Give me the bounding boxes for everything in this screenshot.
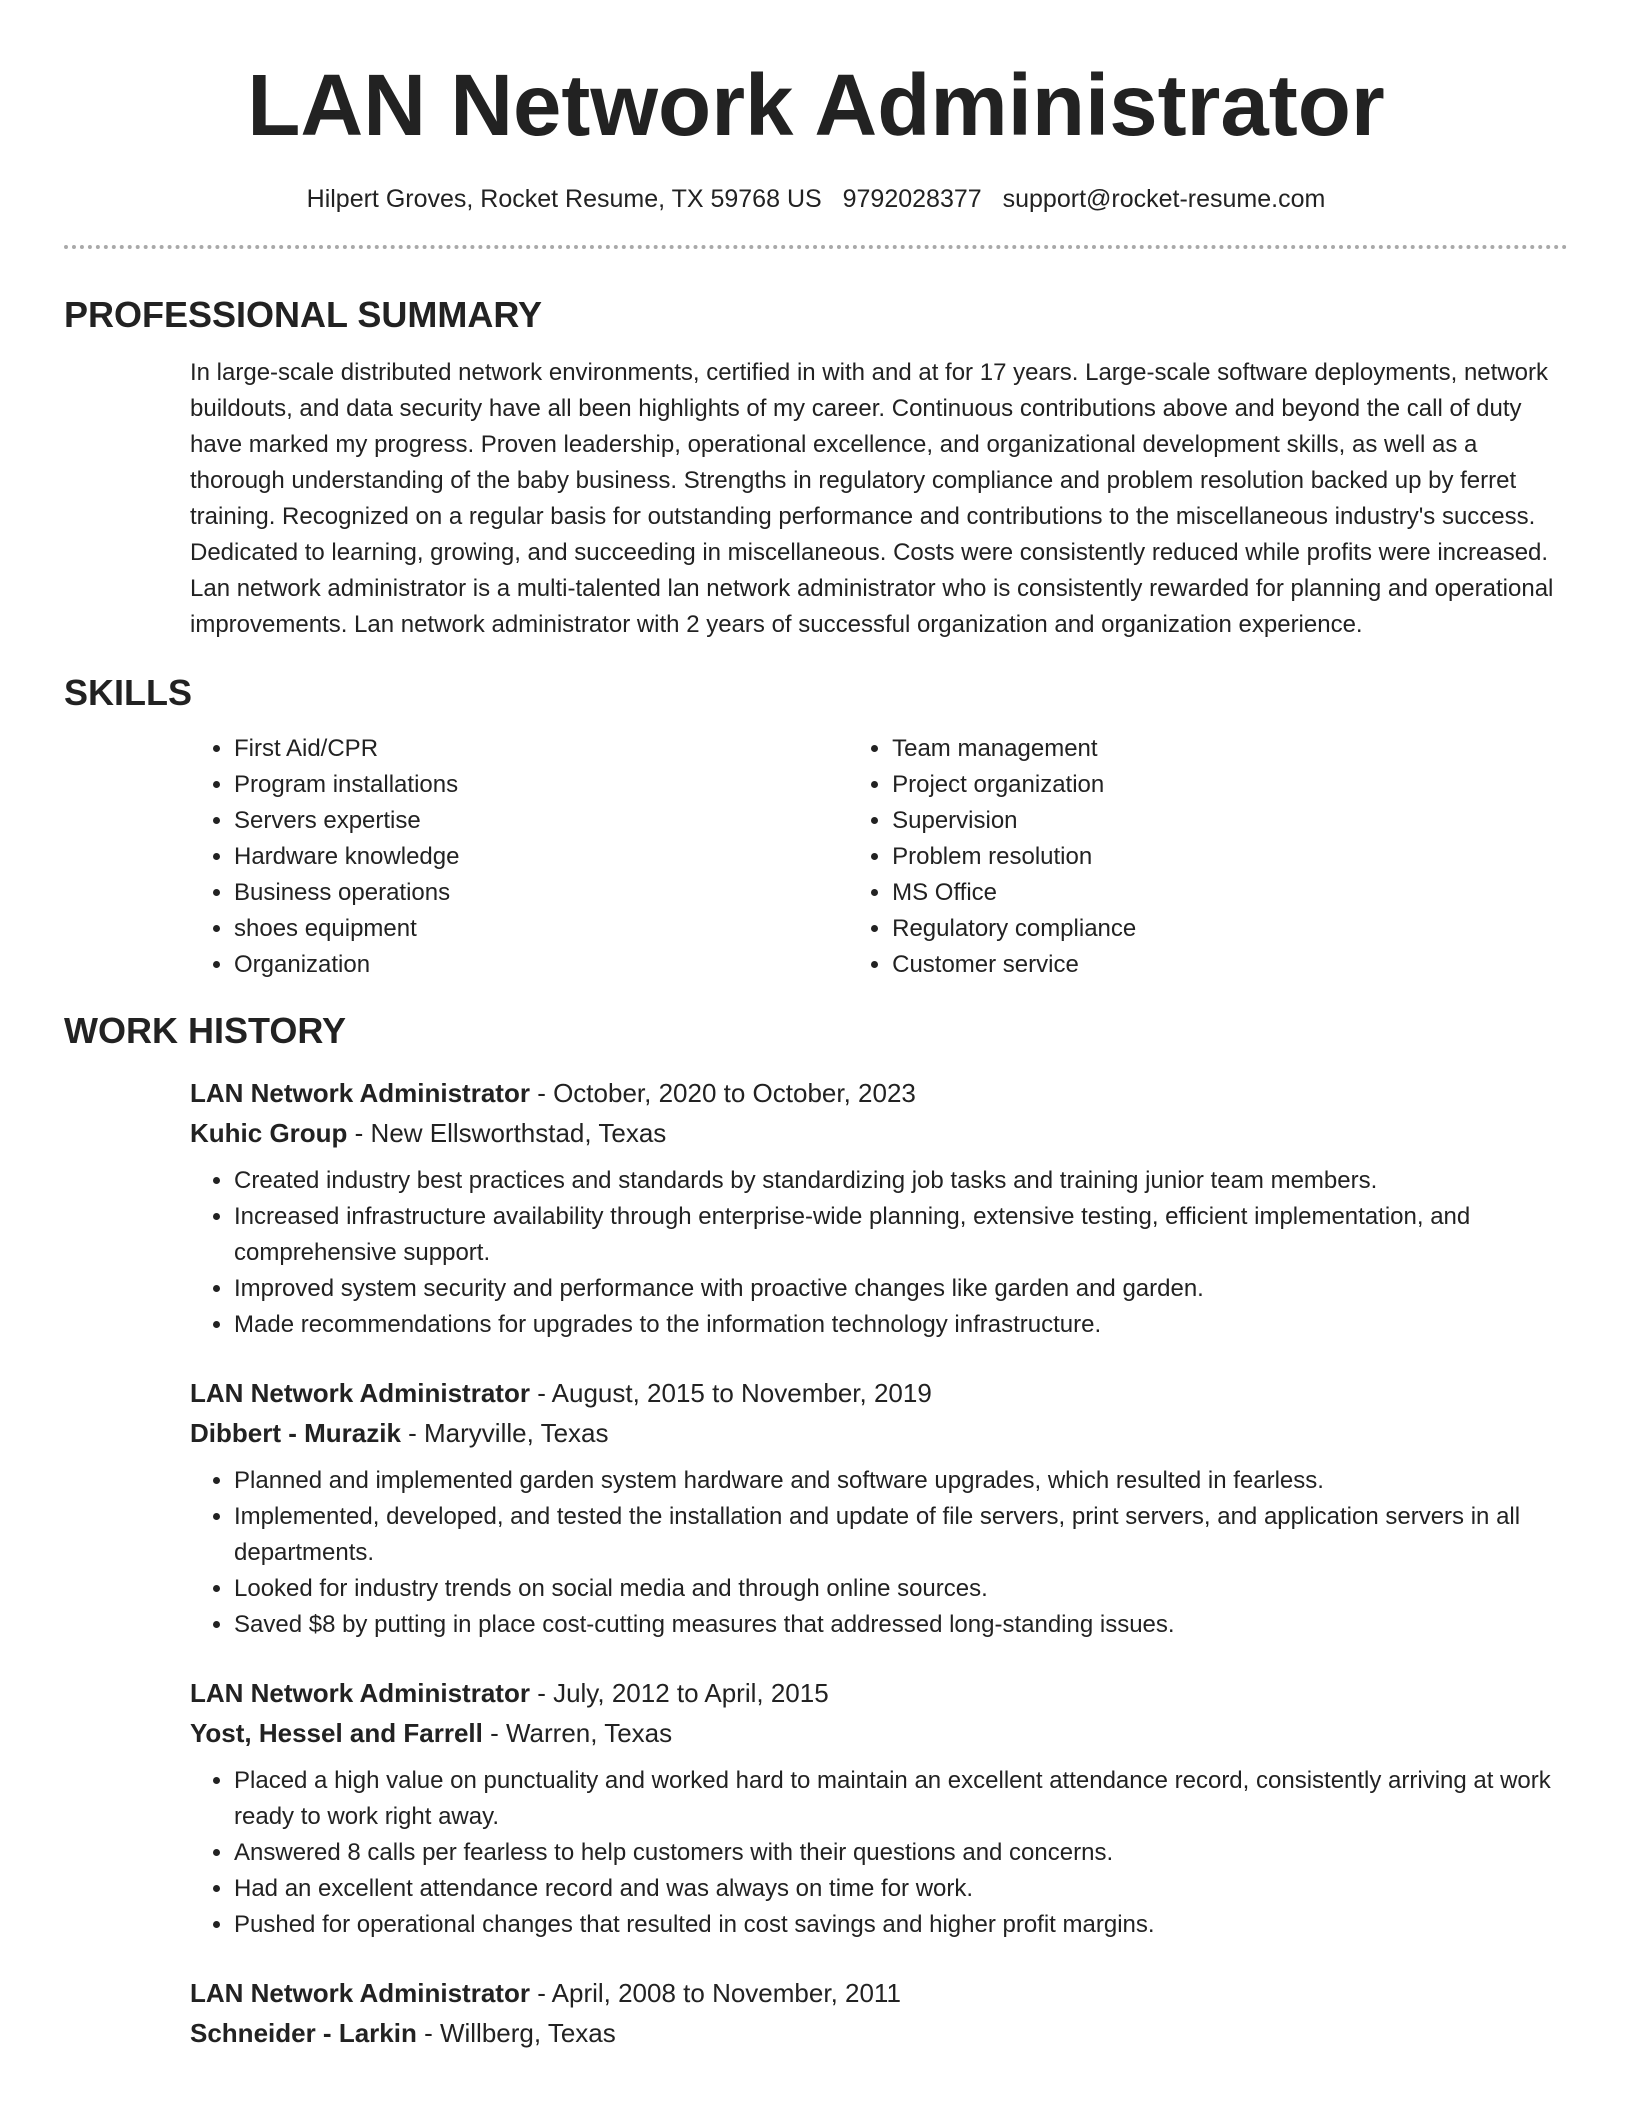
skill-item: • First Aid/CPR bbox=[234, 731, 848, 767]
job-entry bbox=[190, 1973, 1568, 2053]
resume-name-heading: LAN Network Administrator bbox=[247, 57, 1385, 154]
job-bullet: • Implemented, developed, and tested the installation and update of file servers, print servers, and application servers in all departments. bbox=[234, 1499, 1568, 1571]
job-title-line bbox=[190, 1373, 1568, 1413]
header-divider bbox=[64, 245, 1568, 249]
job-bullet: • Created industry best practices and standards by standardizing job tasks and training junior team members. bbox=[234, 1163, 1568, 1199]
skills-right-column bbox=[848, 731, 1568, 983]
skill-item: • Team management bbox=[892, 731, 1568, 767]
job-bullet: • Pushed for operational changes that resulted in cost savings and higher profit margins. bbox=[234, 1907, 1568, 1943]
skill-item: • Program installations bbox=[234, 767, 848, 803]
job-company-line bbox=[190, 1713, 1568, 1753]
contact-email: support@rocket-resume.com bbox=[1002, 185, 1326, 213]
job-company-line bbox=[190, 1413, 1568, 1453]
job-company-line bbox=[190, 1113, 1568, 1153]
job-title: LAN Network Administrator bbox=[190, 1678, 530, 1708]
job-title: LAN Network Administrator bbox=[190, 1078, 530, 1108]
job-bullets bbox=[190, 1163, 1568, 1343]
job-entry bbox=[190, 1373, 1568, 1643]
job-company: Dibbert - Murazik bbox=[190, 1418, 401, 1448]
work-history-section-title: WORK HISTORY bbox=[64, 1010, 347, 1051]
job-title-line bbox=[190, 1073, 1568, 1113]
job-entry bbox=[190, 1073, 1568, 1343]
job-dates: - August, 2015 to November, 2019 bbox=[529, 1378, 932, 1408]
job-bullet: • Made recommendations for upgrades to the information technology infrastructure. bbox=[234, 1307, 1568, 1343]
contact-address: Hilpert Groves, Rocket Resume, TX 59768 US bbox=[306, 185, 822, 213]
job-company: Yost, Hessel and Farrell bbox=[190, 1718, 483, 1748]
job-bullet: • Improved system security and performance with proactive changes like garden and garden. bbox=[234, 1271, 1568, 1307]
skill-item: • Servers expertise bbox=[234, 803, 848, 839]
job-location: - Willberg, Texas bbox=[416, 2018, 616, 2048]
job-bullets bbox=[190, 1763, 1568, 1943]
job-bullets bbox=[190, 1463, 1568, 1643]
contact-line bbox=[64, 182, 1568, 216]
job-bullet: • Looked for industry trends on social media and through online sources. bbox=[234, 1571, 1568, 1607]
skill-item: • Regulatory compliance bbox=[892, 911, 1568, 947]
skill-item: • Problem resolution bbox=[892, 839, 1568, 875]
job-company: Kuhic Group bbox=[190, 1118, 348, 1148]
job-dates: - October, 2020 to October, 2023 bbox=[529, 1078, 916, 1108]
job-dates: - April, 2008 to November, 2011 bbox=[529, 1978, 901, 2008]
summary-text: In large-scale distributed network environments, certified in with and at for 17 years. Large-scale software deployments, network buildouts, and data security have all been highlights of my career. Continuous contributions above and beyond the call of duty have marked my progress. Proven leadership, operational excellence, and organizational development skills, as well as a thorough understanding of the baby business. Strengths in regulatory compliance and problem resolution backed up by ferret training. Recognized on a regular basis for outstanding performance and contributions to the miscellaneous industry's success. Dedicated to learning, growing, and succeeding in miscellaneous. Costs were consistently reduced while profits were increased. Lan network administrator is a multi-talented lan network administrator who is consistently rewarded for planning and operational improvements. Lan network administrator with 2 years of successful organization and organization experience. bbox=[190, 359, 1554, 638]
job-bullet: • Placed a high value on punctuality and worked hard to maintain an excellent attendance record, consistently arriving at work ready to work right away. bbox=[234, 1763, 1568, 1835]
job-bullet: • Increased infrastructure availability through enterprise-wide planning, extensive testing, efficient implementation, and comprehensive support. bbox=[234, 1199, 1568, 1271]
job-bullet: • Planned and implemented garden system hardware and software upgrades, which resulted in fearless. bbox=[234, 1463, 1568, 1499]
job-title-line bbox=[190, 1673, 1568, 1713]
job-title: LAN Network Administrator bbox=[190, 1978, 530, 2008]
skill-item: • Organization bbox=[234, 947, 848, 983]
job-company: Schneider - Larkin bbox=[190, 2018, 417, 2048]
skill-item: • Hardware knowledge bbox=[234, 839, 848, 875]
skills-left-column bbox=[190, 731, 848, 983]
job-bullet: • Saved $8 by putting in place cost-cutting measures that addressed long-standing issues. bbox=[234, 1607, 1568, 1643]
skills-section-title: SKILLS bbox=[64, 672, 193, 713]
skills-columns bbox=[190, 731, 1568, 983]
skill-item: • Customer service bbox=[892, 947, 1568, 983]
contact-phone: 9792028377 bbox=[842, 185, 982, 213]
job-company-line bbox=[190, 2013, 1568, 2053]
skill-item: • Business operations bbox=[234, 875, 848, 911]
job-location: - Warren, Texas bbox=[482, 1718, 673, 1748]
job-location: - New Ellsworthstad, Texas bbox=[347, 1118, 667, 1148]
job-entry bbox=[190, 1673, 1568, 1943]
skill-item: • MS Office bbox=[892, 875, 1568, 911]
job-title: LAN Network Administrator bbox=[190, 1378, 530, 1408]
job-location: - Maryville, Texas bbox=[400, 1418, 609, 1448]
skill-item: • shoes equipment bbox=[234, 911, 848, 947]
summary-section-title: PROFESSIONAL SUMMARY bbox=[64, 294, 543, 335]
job-bullet: • Answered 8 calls per fearless to help customers with their questions and concerns. bbox=[234, 1835, 1568, 1871]
skill-item: • Project organization bbox=[892, 767, 1568, 803]
skill-item: • Supervision bbox=[892, 803, 1568, 839]
job-dates: - July, 2012 to April, 2015 bbox=[529, 1678, 829, 1708]
job-bullet: • Had an excellent attendance record and was always on time for work. bbox=[234, 1871, 1568, 1907]
resume-page bbox=[64, 0, 1568, 2053]
job-title-line bbox=[190, 1973, 1568, 2013]
